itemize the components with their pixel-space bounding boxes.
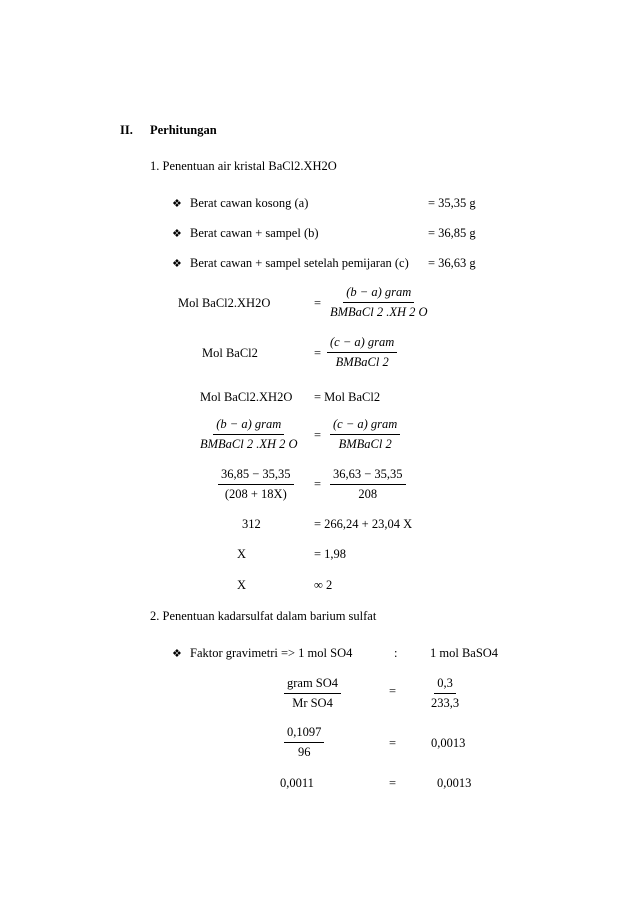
p2-eq1-operator: = (389, 684, 397, 698)
bullet-value: = 35,35 g (428, 196, 476, 210)
p2-eq2-rhs: 0,0013 (431, 736, 466, 750)
p2-eq1-right-denominator: 233,3 (431, 696, 460, 710)
p2-eq2-operator: = (389, 736, 397, 750)
eq4-right-denominator: BMBaCl 2 (338, 437, 392, 451)
section-number: II. (120, 123, 133, 137)
bullet-icon: ❖ (172, 648, 182, 660)
part1-title: 1. Penentuan air kristal BaCl2.XH2O (150, 159, 337, 173)
eq5-operator: = (314, 477, 322, 491)
p2-eq1-numerator: gram SO4 (284, 676, 341, 694)
eq4-left-fraction (197, 417, 301, 452)
p2-eq2-denominator: 96 (297, 745, 311, 759)
eq5-right-fraction (330, 467, 406, 502)
eq5-left-fraction (218, 467, 294, 502)
bullet-separator: : (394, 646, 398, 660)
bullet-value: 1 mol BaSO4 (430, 646, 499, 660)
eq4-left-denominator: BMBaCl 2 .XH 2 O (200, 437, 298, 451)
bullet-label: Berat cawan kosong (a) (190, 196, 309, 210)
part2-title: 2. Penentuan kadarsulfat dalam barium sulfat (150, 609, 377, 623)
p2-eq3-lhs: 0,0011 (280, 776, 314, 790)
eq2-fraction (327, 335, 397, 370)
eq3-label: Mol BaCl2.XH2O (200, 390, 293, 404)
eq2-denominator: BMBaCl 2 (335, 355, 389, 369)
bullet-icon: ❖ (172, 198, 182, 210)
eq1-operator: = (314, 296, 322, 310)
p2-eq3-operator: = (389, 776, 397, 790)
bullet-icon: ❖ (172, 258, 182, 270)
p2-eq1-right-fraction (428, 676, 462, 711)
eq2-numerator: (c − a) gram (327, 335, 397, 353)
eq7-rhs: = 1,98 (314, 547, 347, 561)
eq5-right-denominator: 208 (358, 487, 378, 501)
p2-eq3-rhs: 0,0013 (437, 776, 472, 790)
eq1-fraction (327, 285, 431, 320)
eq6-label: 312 (242, 517, 261, 531)
eq1-numerator: (b − a) gram (343, 285, 414, 303)
eq7-label: X (237, 547, 247, 561)
eq2-label: Mol BaCl2 (202, 346, 258, 360)
bullet-label: Berat cawan + sampel setelah pemijaran (c) (190, 256, 409, 270)
bullet-label: Faktor gravimetri => 1 mol SO4 (190, 646, 353, 660)
eq5-left-denominator: (208 + 18X) (224, 487, 287, 501)
p2-eq1-right-numerator: 0,3 (434, 676, 456, 694)
eq1-denominator: BMBaCl 2 .XH 2 O (330, 305, 428, 319)
eq5-right-numerator: 36,63 − 35,35 (330, 467, 406, 485)
eq6-rhs: = 266,24 + 23,04 X (314, 517, 413, 531)
eq4-right-fraction (330, 417, 400, 452)
eq3-rhs: = Mol BaCl2 (314, 390, 381, 404)
eq4-operator: = (314, 428, 322, 442)
eq5-left-numerator: 36,85 − 35,35 (218, 467, 294, 485)
eq1-label: Mol BaCl2.XH2O (178, 296, 271, 310)
p2-eq2-fraction (284, 725, 324, 760)
eq8-label: X (237, 578, 247, 592)
eq8-rhs: ∞ 2 (314, 578, 333, 592)
bullet-value: = 36,85 g (428, 226, 476, 240)
section-title: Perhitungan (150, 123, 217, 137)
p2-eq2-numerator: 0,1097 (284, 725, 324, 743)
bullet-value: = 36,63 g (428, 256, 476, 270)
eq4-right-numerator: (c − a) gram (330, 417, 400, 435)
bullet-label: Berat cawan + sampel (b) (190, 226, 319, 240)
p2-eq1-left-fraction (284, 676, 341, 711)
bullet-icon: ❖ (172, 228, 182, 240)
eq4-left-numerator: (b − a) gram (213, 417, 284, 435)
p2-eq1-denominator: Mr SO4 (292, 696, 333, 710)
eq2-operator: = (314, 346, 322, 360)
